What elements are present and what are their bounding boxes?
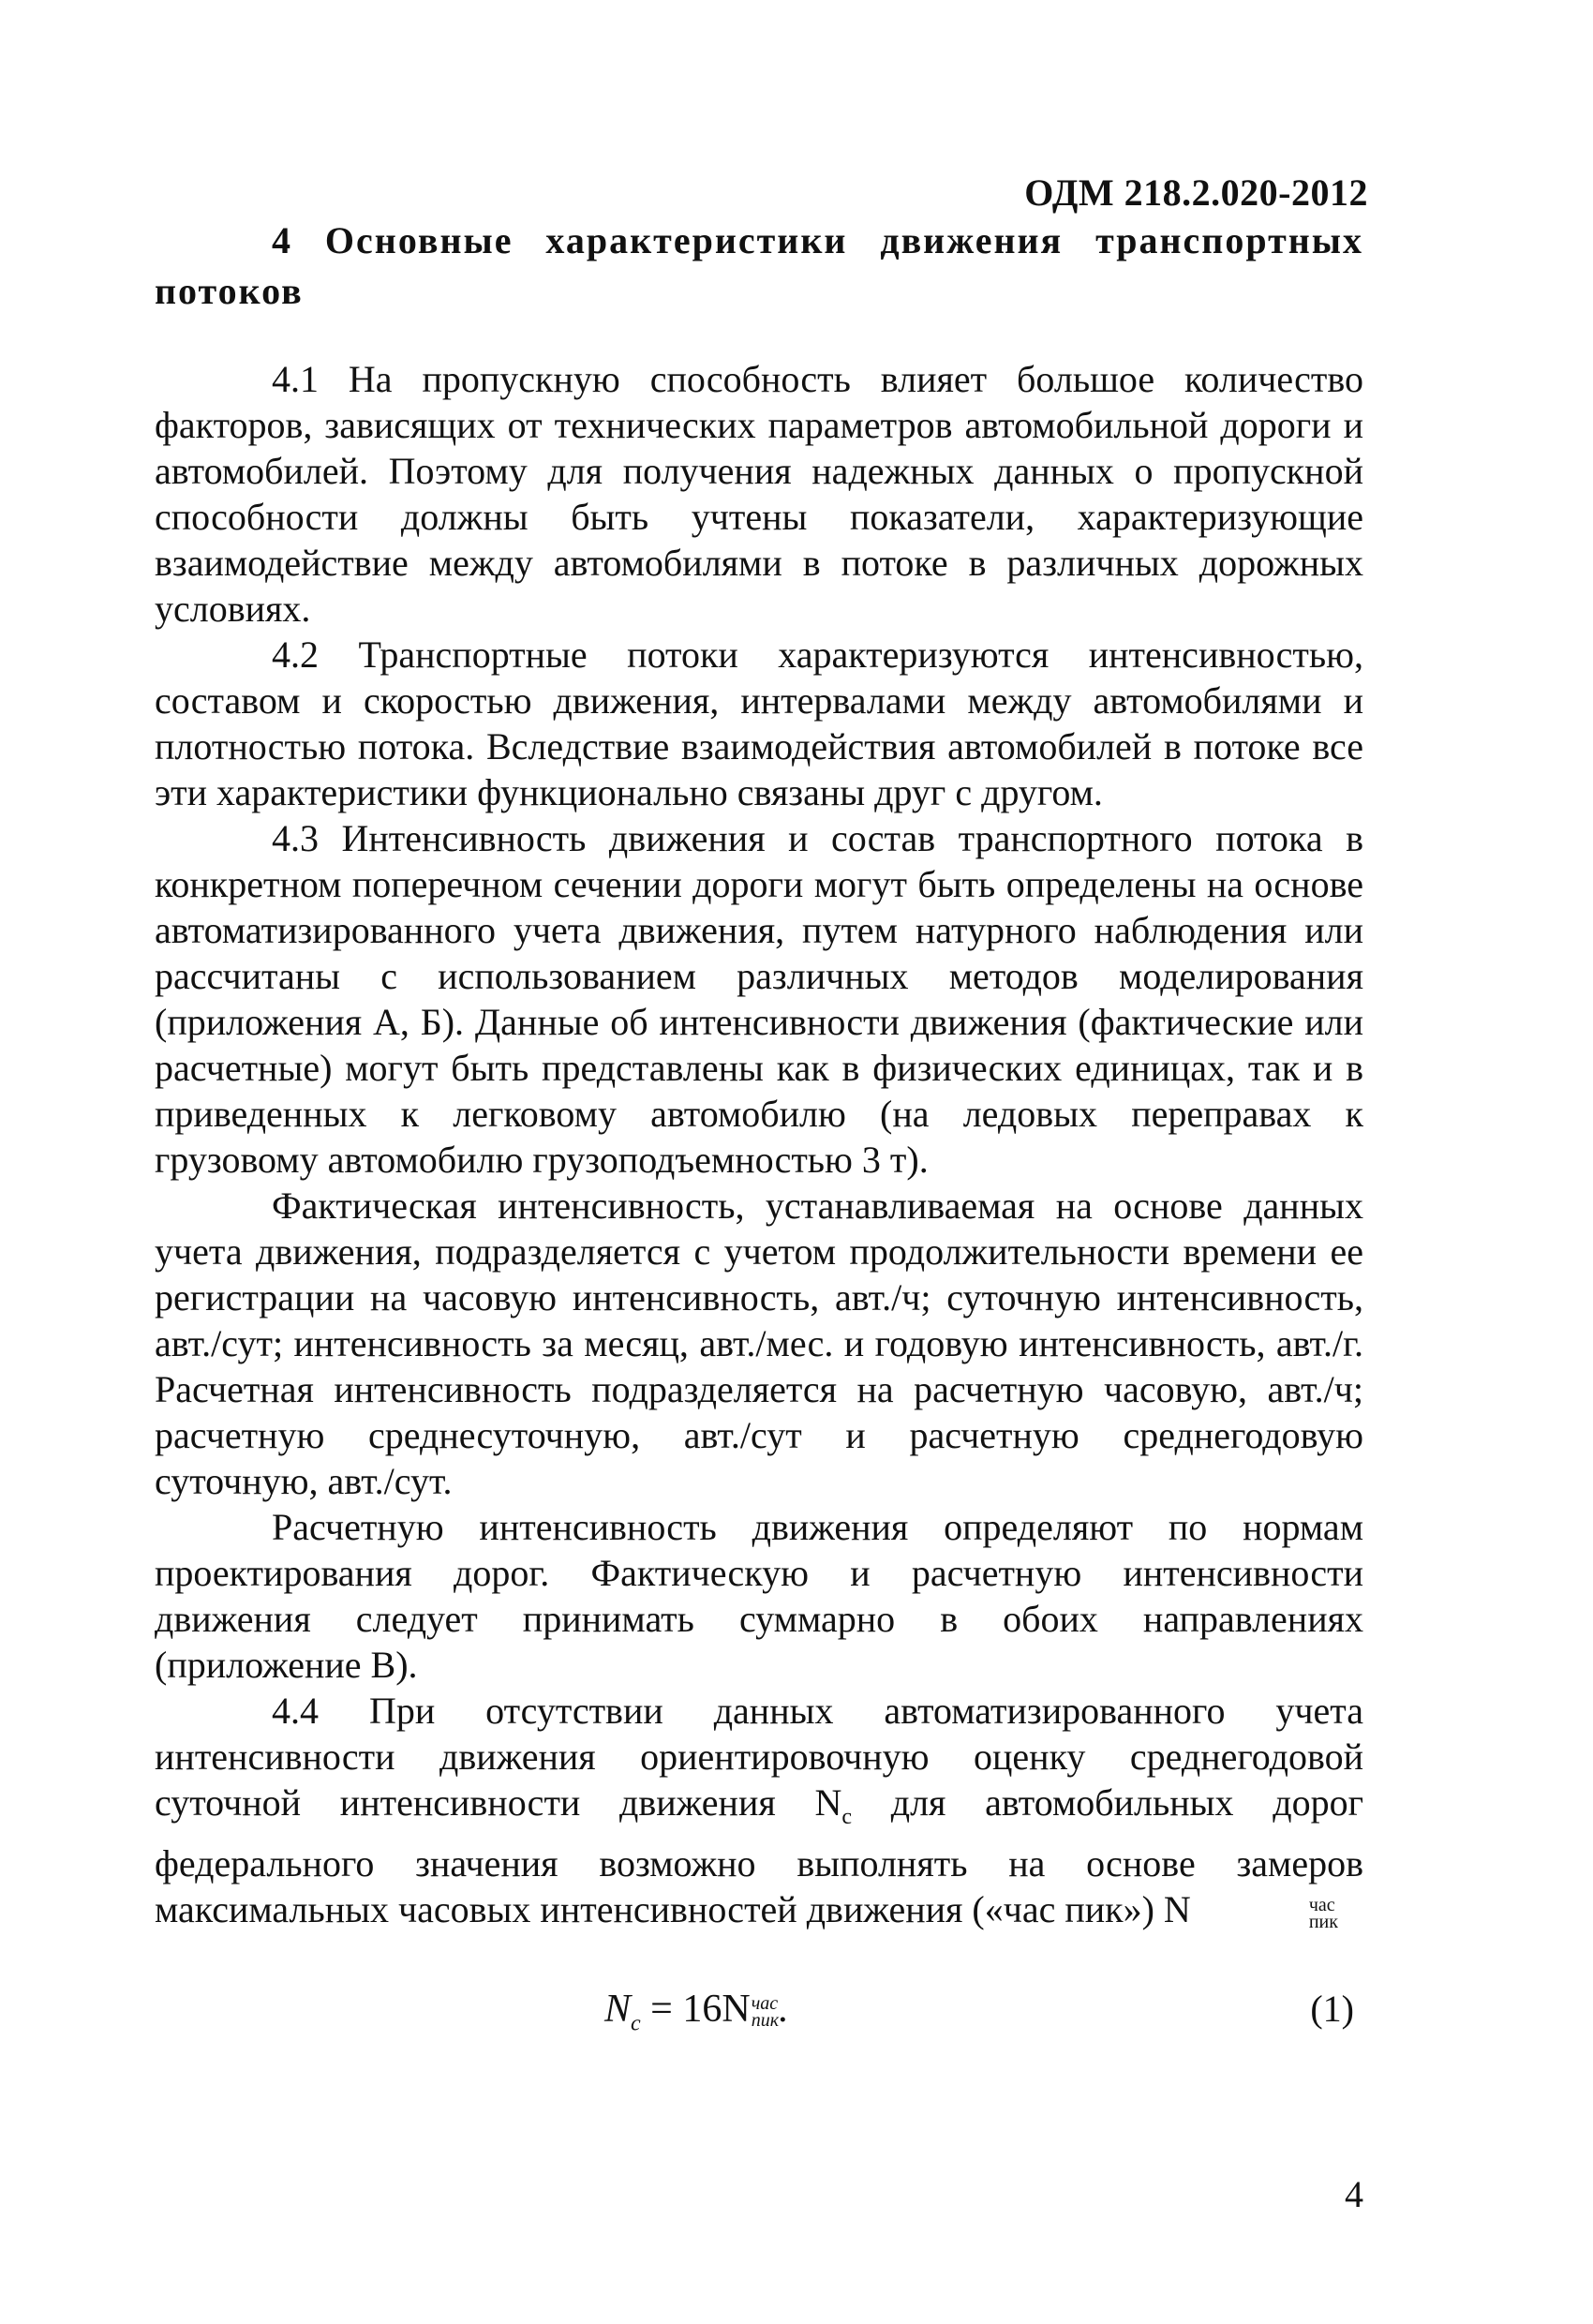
formula-lhs: N [604,1988,632,2031]
paragraph-4-2: 4.2 Транспортные потоки характеризуются интенсивностью, составом и скоростью движения, интервалами между автомобилями и плотностью потока. Вследствие взаимодействия автомобилей в потоке все эти характеристики функционально связаны друг с другом. [155,633,1363,813]
formula-end: . [779,1988,789,2031]
formula-line [155,1987,1363,2043]
para-44-text-start: 4.4 При отсутствии данных автоматизированного учета интенсивности движения ориентировочную оценку среднегодовой суточной интенсивности движения N [155,1690,1363,1824]
formula-equals: = 16N [640,1988,751,2031]
paragraph-actual-intensity: Фактическая интенсивность, устанавливаемая на основе данных учета движения, подразделяется с учетом продолжительности времени ее регистрации на часовую интенсивность, авт./ч; суточную интенсивность, авт./сут; интенсивность за месяц, авт./мес. и годовую интенсивность, авт./г. Расчетная интенсивность подразделяется на расчетную часовую, авт./ч; расчетную среднесуточную, авт./сут и расчетную среднегодовую суточную, авт./сут. [155,1184,1363,1502]
document-code: ОДМ 218.2.020-2012 [1024,171,1368,214]
formula-1 [604,1987,789,2036]
body-text [155,356,1363,1932]
paragraph-4-1: 4.1 На пропускную способность влияет большое количество факторов, зависящих от технических параметров автомобильной дороги и автомобилей. Поэтому для получения надежных данных о пропускной способности должны быть учтены показатели, характеризующие взаимодействие между автомобилями в потоке в различных дорожных условиях. [155,358,1363,630]
para-44-peak-index [1192,1894,1338,1932]
page-number: 4 [1345,2173,1363,2215]
formula-rhs-index [751,1993,780,2032]
formula-rhs-sub: пик [751,2010,780,2032]
para-44-peak-sub: пик [1308,1911,1338,1932]
formula-number: (1) [1310,1988,1354,2030]
section-title: 4 Основные характеристики движения транспортных потоков [155,219,1363,312]
para-44-symbol-sub: с [841,1805,853,1829]
para-44-text-end: для автомобильных дорог федерального значения возможно выполнять на основе замеров максимальных часовых интенсивностей движения («час пик») N [155,1781,1363,1930]
formula-rhs-sup: час [751,1993,779,2015]
paragraph-design-intensity: Расчетную интенсивность движения определяют по нормам проектирования дорог. Фактическую и расчетную интенсивности движения следует принимать суммарно в обоих направлениях (приложение В). [155,1506,1363,1686]
paragraph-4-4 [155,1688,1363,1932]
para-44-peak-sup: час [1308,1894,1335,1915]
paragraph-4-3: 4.3 Интенсивность движения и состав транспортного потока в конкретном поперечном сечении дороги могут быть определены на основе автоматизированного учета движения, путем натурного наблюдения или рассчитаны с использованием различных методов моделирования (приложения А, Б). Данные об интенсивности движения (фактические или расчетные) могут быть представлены как в физических единицах, так и в приведенных к легковому автомобилю (на ледовых переправах к грузовому автомобилю грузоподъемностью 3 т). [155,817,1363,1181]
formula-lhs-sub: c [631,2011,641,2036]
